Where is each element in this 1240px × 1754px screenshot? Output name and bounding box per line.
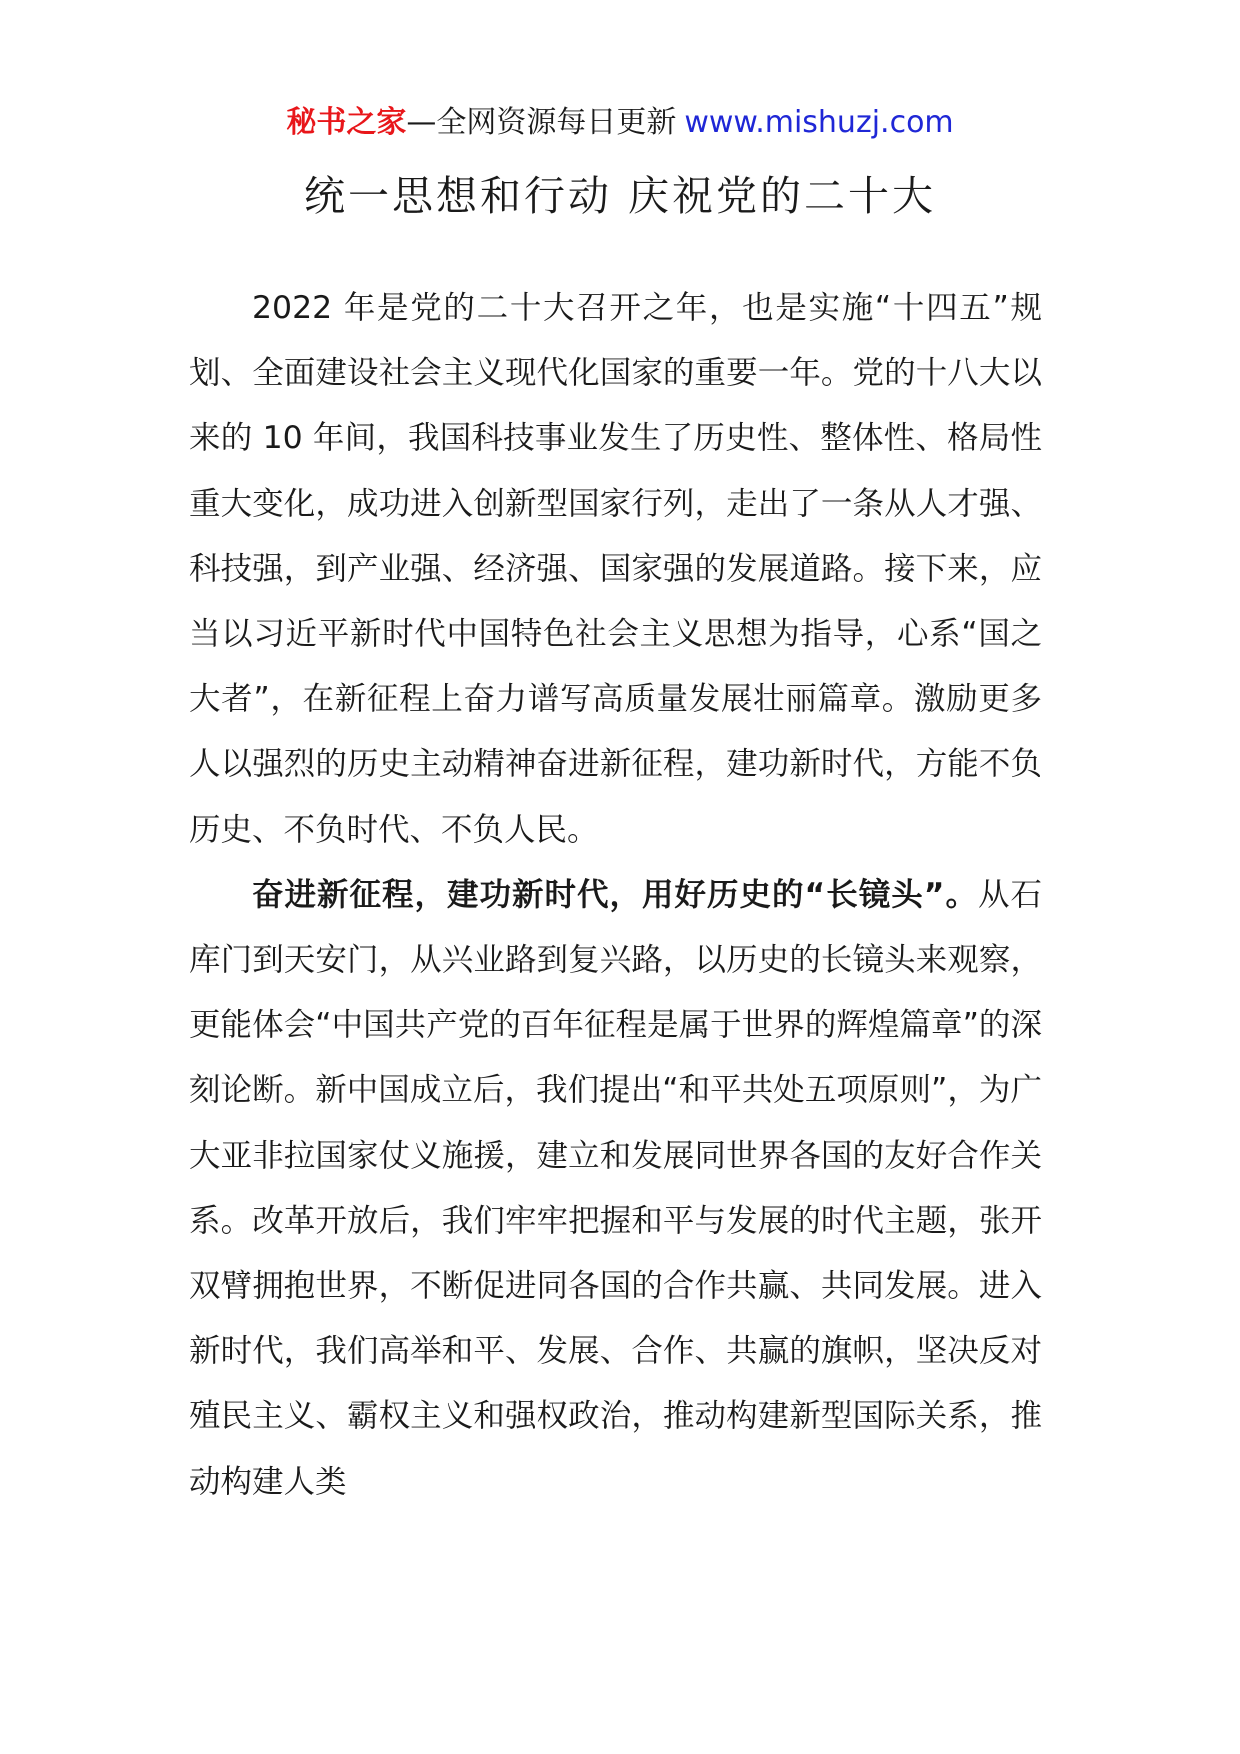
document-title: 统一思想和行动 庆祝党的二十大 [303, 172, 937, 220]
site-header [0, 103, 1240, 143]
document-body [189, 276, 1042, 1515]
paragraph-2 [189, 863, 1042, 1515]
brand-name: 秘书之家 [286, 105, 407, 140]
site-url-link[interactable]: www.mishuzj.com [684, 105, 954, 140]
paragraph-1 [189, 276, 1042, 863]
paragraph-2-lead: 奋进新征程，建功新时代，用好历史的“长镜头”。 [252, 876, 978, 913]
paragraph-1-text: 2022 年是党的二十大召开之年，也是实施“十四五”规划、全面建设社会主义现代化国家的重要一年。党的十八大以来的 10 年间，我国科技事业发生了历史性、整体性、格局性重大变化，成功进入创新型国家行列，走出了一条从人才强、科技强，到产业强、经济强、国家强的发展道路。接下来，应当以习近平新时代中国特色社会主义思想为指导，心系“国之大者”，在新征程上奋力谱写高质量发展壮丽篇章。激励更多人以强烈的历史主动精神奋进新征程，建功新时代，方能不负历史、不负时代、不负人民。 [189, 290, 1042, 848]
paragraph-2-text: 从石库门到天安门，从兴业路到复兴路，以历史的长镜头来观察，更能体会“中国共产党的百年征程是属于世界的辉煌篇章”的深刻论断。新中国成立后，我们提出“和平共处五项原则”，为广大亚非拉国家仗义施援，建立和发展同世界各国的友好合作关系。改革开放后，我们牢牢把握和平与发展的时代主题，张开双臂拥抱世界，不断促进同各国的合作共赢、共同发展。进入新时代，我们高举和平、发展、合作、共赢的旗帜，坚决反对殖民主义、霸权主义和强权政治，推动构建新型国际关系，推动构建人类 [189, 876, 1042, 1500]
header-tagline: —全网资源每日更新 [406, 105, 677, 140]
